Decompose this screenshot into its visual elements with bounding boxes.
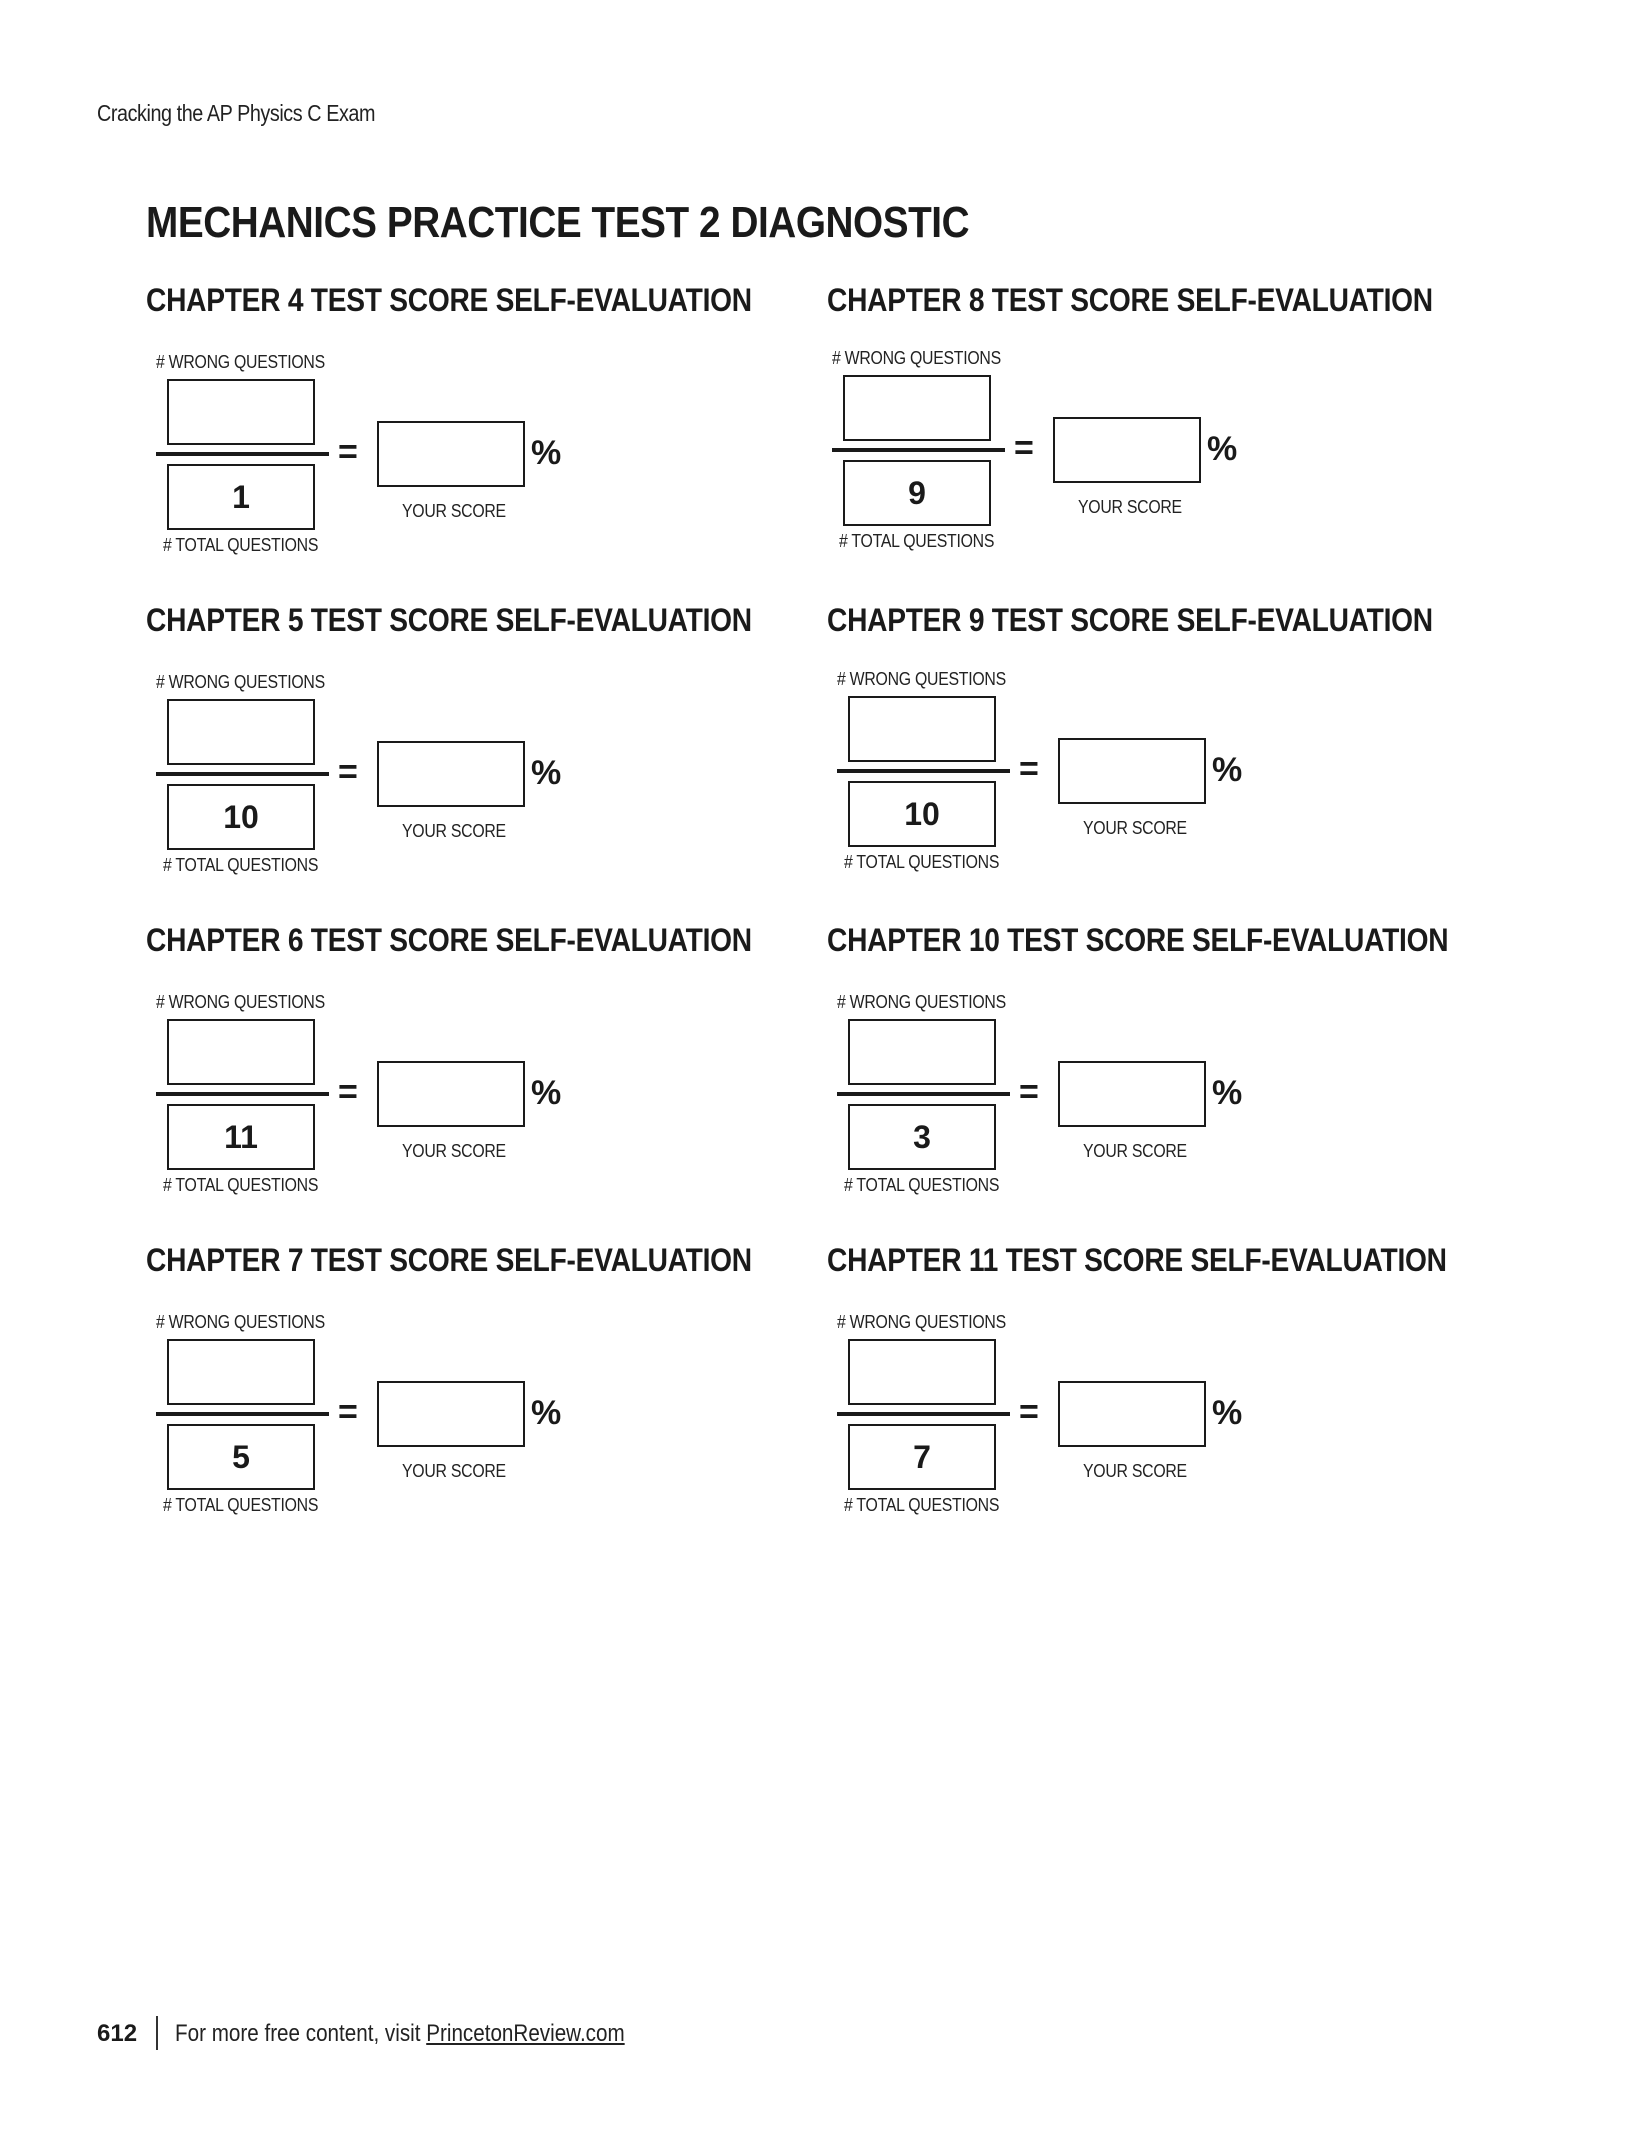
princeton-review-link[interactable]: PrincetonReview.com — [426, 2020, 625, 2047]
chapter-9-evaluation — [827, 602, 1467, 902]
wrong-questions-label: # WRONG QUESTIONS — [156, 352, 325, 372]
wrong-questions-label: # WRONG QUESTIONS — [832, 348, 1001, 368]
wrong-questions-label: # WRONG QUESTIONS — [156, 992, 325, 1012]
total-questions-box: 1 — [167, 464, 315, 530]
wrong-questions-box[interactable] — [167, 1339, 315, 1405]
percent-sign: % — [1212, 1394, 1243, 1432]
section-title: CHAPTER 7 TEST SCORE SELF-EVALUATION — [146, 1242, 752, 1278]
percent-sign: % — [1207, 430, 1238, 468]
total-questions-box: 10 — [167, 784, 315, 850]
wrong-questions-box[interactable] — [167, 1019, 315, 1085]
chapter-8-evaluation — [827, 282, 1467, 582]
your-score-box[interactable] — [1053, 417, 1201, 483]
chapter-4-evaluation — [146, 282, 786, 582]
your-score-box[interactable] — [1058, 738, 1206, 804]
fraction-line — [832, 448, 1005, 452]
total-questions-label: # TOTAL QUESTIONS — [163, 855, 319, 875]
total-questions-box: 7 — [848, 1424, 996, 1490]
your-score-label: YOUR SCORE — [1083, 1461, 1187, 1481]
fraction-line — [156, 772, 329, 776]
your-score-label: YOUR SCORE — [1083, 818, 1187, 838]
running-head: Cracking the AP Physics C Exam — [97, 100, 376, 126]
wrong-questions-label: # WRONG QUESTIONS — [837, 1312, 1006, 1332]
section-title: CHAPTER 9 TEST SCORE SELF-EVALUATION — [827, 602, 1433, 638]
your-score-label: YOUR SCORE — [402, 1461, 506, 1481]
wrong-questions-label: # WRONG QUESTIONS — [156, 672, 325, 692]
total-questions-box: 5 — [167, 1424, 315, 1490]
footer-divider — [156, 2016, 158, 2050]
your-score-box[interactable] — [1058, 1381, 1206, 1447]
wrong-questions-label: # WRONG QUESTIONS — [156, 1312, 325, 1332]
wrong-questions-box[interactable] — [167, 379, 315, 445]
chapter-10-evaluation — [827, 922, 1467, 1222]
wrong-questions-label: # WRONG QUESTIONS — [837, 992, 1006, 1012]
equals-sign: = — [338, 1073, 358, 1111]
fraction-line — [156, 1412, 329, 1416]
fraction-line — [156, 452, 329, 456]
equals-sign: = — [1019, 1393, 1039, 1431]
fraction-line — [156, 1092, 329, 1096]
section-title: CHAPTER 11 TEST SCORE SELF-EVALUATION — [827, 1242, 1447, 1278]
total-questions-label: # TOTAL QUESTIONS — [163, 1495, 319, 1515]
equals-sign: = — [338, 753, 358, 791]
wrong-questions-box[interactable] — [843, 375, 991, 441]
percent-sign: % — [531, 1394, 562, 1432]
section-title: CHAPTER 6 TEST SCORE SELF-EVALUATION — [146, 922, 752, 958]
total-questions-box: 3 — [848, 1104, 996, 1170]
total-questions-label: # TOTAL QUESTIONS — [839, 531, 995, 551]
chapter-5-evaluation — [146, 602, 786, 902]
fraction-line — [837, 1092, 1010, 1096]
wrong-questions-box[interactable] — [848, 1339, 996, 1405]
total-questions-box: 9 — [843, 460, 991, 526]
total-questions-box: 11 — [167, 1104, 315, 1170]
page-number: 612 — [97, 2020, 138, 2047]
chapter-6-evaluation — [146, 922, 786, 1222]
footer-text — [175, 2020, 625, 2048]
equals-sign: = — [1019, 750, 1039, 788]
total-questions-label: # TOTAL QUESTIONS — [163, 535, 319, 555]
your-score-box[interactable] — [1058, 1061, 1206, 1127]
your-score-box[interactable] — [377, 741, 525, 807]
your-score-box[interactable] — [377, 1061, 525, 1127]
total-questions-label: # TOTAL QUESTIONS — [844, 1175, 1000, 1195]
chapter-7-evaluation — [146, 1242, 786, 1542]
section-title: CHAPTER 8 TEST SCORE SELF-EVALUATION — [827, 282, 1433, 318]
wrong-questions-box[interactable] — [167, 699, 315, 765]
wrong-questions-label: # WRONG QUESTIONS — [837, 669, 1006, 689]
wrong-questions-box[interactable] — [848, 696, 996, 762]
percent-sign: % — [1212, 751, 1243, 789]
chapter-11-evaluation — [827, 1242, 1467, 1542]
section-title: CHAPTER 4 TEST SCORE SELF-EVALUATION — [146, 282, 752, 318]
your-score-label: YOUR SCORE — [402, 821, 506, 841]
percent-sign: % — [531, 434, 562, 472]
total-questions-label: # TOTAL QUESTIONS — [163, 1175, 319, 1195]
your-score-box[interactable] — [377, 1381, 525, 1447]
total-questions-label: # TOTAL QUESTIONS — [844, 1495, 1000, 1515]
percent-sign: % — [531, 754, 562, 792]
your-score-label: YOUR SCORE — [402, 501, 506, 521]
total-questions-box: 10 — [848, 781, 996, 847]
page-title: MECHANICS PRACTICE TEST 2 DIAGNOSTIC — [146, 198, 970, 247]
fraction-line — [837, 769, 1010, 773]
equals-sign: = — [338, 433, 358, 471]
your-score-box[interactable] — [377, 421, 525, 487]
equals-sign: = — [1014, 429, 1034, 467]
your-score-label: YOUR SCORE — [402, 1141, 506, 1161]
your-score-label: YOUR SCORE — [1083, 1141, 1187, 1161]
equals-sign: = — [338, 1393, 358, 1431]
your-score-label: YOUR SCORE — [1078, 497, 1182, 517]
wrong-questions-box[interactable] — [848, 1019, 996, 1085]
total-questions-label: # TOTAL QUESTIONS — [844, 852, 1000, 872]
percent-sign: % — [1212, 1074, 1243, 1112]
fraction-line — [837, 1412, 1010, 1416]
section-title: CHAPTER 10 TEST SCORE SELF-EVALUATION — [827, 922, 1449, 958]
footer-text-prefix: For more free content, visit — [175, 2020, 427, 2047]
equals-sign: = — [1019, 1073, 1039, 1111]
percent-sign: % — [531, 1074, 562, 1112]
section-title: CHAPTER 5 TEST SCORE SELF-EVALUATION — [146, 602, 752, 638]
